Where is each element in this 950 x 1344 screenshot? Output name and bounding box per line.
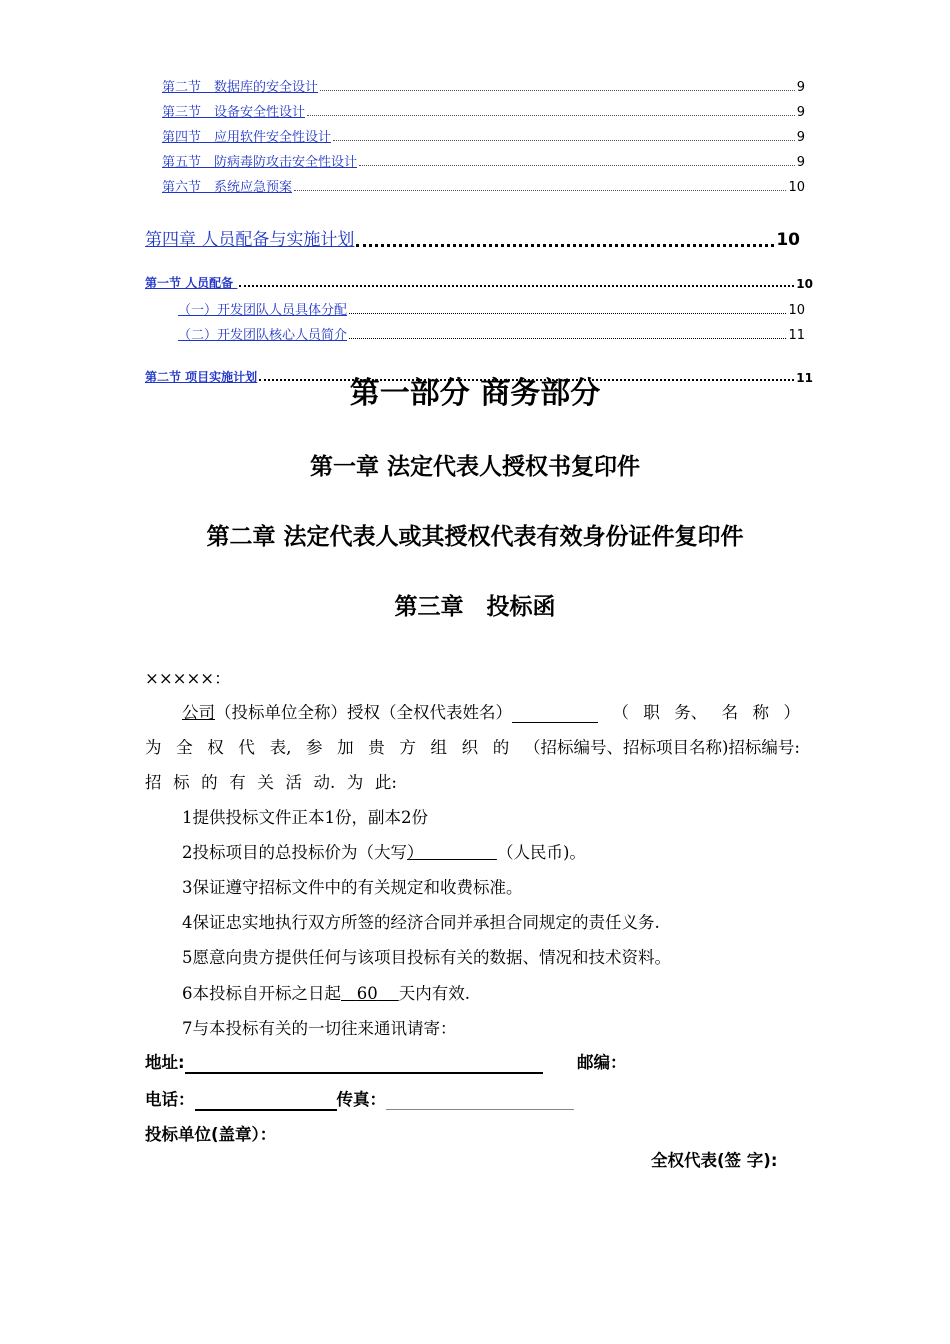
letter-text: 贵 [368,738,385,757]
toc-entry[interactable] [178,299,805,318]
toc-entry[interactable] [145,274,813,291]
fax-label: 传真： [336,1090,386,1109]
toc-page-number: 10 [788,303,805,318]
commitment-item [182,839,586,863]
validity-days-field[interactable]: 60 [356,984,378,1003]
letter-text: 的 [492,738,510,757]
toc-entry[interactable] [162,176,805,195]
letter-text: 活 [285,773,302,792]
toc-page-number: 10 [796,277,813,291]
letter-line [145,769,397,793]
phone-fax-row [145,1086,574,1111]
representative-name-blank[interactable] [512,703,598,723]
toc-leader [349,338,786,339]
toc-page-number: 9 [796,80,805,95]
letter-text: 方 [399,738,416,757]
letter-text: 务、 [674,703,708,722]
toc-entry[interactable] [162,76,805,95]
letter-text: 此: [374,773,397,792]
chapter-heading: 第三章 投标函 [394,594,556,620]
letter-text: 有 [229,773,246,792]
toc-leader [320,90,795,91]
part-title: 第一部分 商务部分 [349,376,601,411]
letter-text: 为 [145,738,162,757]
toc-leader [239,285,794,287]
toc-entry[interactable] [162,151,805,170]
commitment-item [182,980,470,1004]
phone-field[interactable] [195,1090,337,1111]
toc-entry[interactable] [178,324,805,343]
letter-text: （招标编号、招标项目名称)招标编号: [523,738,800,757]
letter-text: （投标单位全称）授权（全权代表姓名） [215,703,512,722]
letter-text: 6本投标自开标之日起 [182,984,341,1003]
letter-text: （ [612,703,629,722]
toc-leader [307,115,795,116]
letter-text: 天内有效. [398,984,470,1003]
letter-text: ） [783,703,800,722]
toc-link[interactable]: （一）开发团队人员具体分配 [178,303,348,318]
toc-page-number: 9 [796,105,805,120]
toc-leader [333,140,795,141]
commitment-item: 5愿意向贵方提供任何与该项目投标有关的数据、情况和技术资料。 [182,948,671,967]
toc-page-number: 9 [796,130,805,145]
signature-label: 全权代表(签 字): [651,1151,778,1170]
toc-link[interactable]: 第六节 系统应急预案 [162,180,293,195]
letter-text: 全 [176,738,193,757]
letter-text: 动. [313,773,336,792]
fax-field[interactable] [386,1090,574,1110]
chapter-heading: 第二章 法定代表人或其授权代表有效身份证件复印件 [206,524,744,550]
address-row [145,1049,543,1074]
letter-text: 的 [201,773,218,792]
letter-line [145,734,800,758]
toc-chapter-link[interactable]: 第四章 人员配备与实施计划 [145,230,355,250]
letter-text: 组 [430,738,448,757]
toc-chapter-entry[interactable] [145,225,800,250]
toc-leader [359,165,795,166]
commitment-item: 4保证忠实地执行双方所签的经济合同并承担合同规定的责任义务. [182,913,660,932]
chapter-heading: 第一章 法定代表人授权书复印件 [309,454,640,480]
letter-text: 权 [207,738,224,757]
toc-link[interactable]: （二）开发团队核心人员简介 [178,328,348,343]
address-field[interactable] [185,1053,543,1074]
toc-page-number: 11 [788,328,805,343]
letter-text: 表, [269,738,292,757]
letter-text: 关 [257,773,274,792]
letter-text: 招 [145,773,162,792]
postcode-label: 邮编： [577,1053,627,1072]
letter-line [182,699,800,723]
phone-label: 电话： [145,1090,195,1109]
toc-leader [356,244,774,247]
toc-link[interactable]: 第五节 防病毒防攻击安全性设计 [162,155,358,170]
toc-link[interactable]: 第一节 人员配备 [145,276,238,290]
toc-page-number: 9 [796,155,805,170]
address-label: 地址: [145,1053,185,1072]
letter-text: 织 [461,738,479,757]
letter-text: （人民币)。 [496,843,586,862]
letter-text: 加 [337,738,354,757]
letter-text: 代 [238,738,255,757]
letter-text: 为 [346,773,364,792]
toc-page-number: 10 [788,180,805,195]
letter-text: 2投标项目的总投标价为（大写 [182,843,407,862]
bidder-seal-label: 投标单位(盖章）： [145,1125,277,1144]
commitment-item: 1提供投标文件正本1份，副本2份 [182,808,428,827]
company-text: 公司 [182,703,215,722]
total-price-field[interactable]: ） [407,843,424,862]
toc-link[interactable]: 第四节 应用软件安全性设计 [162,130,332,145]
commitment-item: 7与本投标有关的一切往来通讯请寄： [182,1019,457,1038]
toc-leader [294,190,786,191]
letter-text: 名 [721,703,739,722]
toc-leader [349,313,786,314]
toc-entry[interactable] [162,126,805,145]
letter-text: 参 [305,738,323,757]
commitment-item: 3保证遵守招标文件中的有关规定和收费标准。 [182,878,523,897]
toc-page-number: 11 [796,371,813,385]
toc-page-number: 10 [776,230,800,250]
letter-text: 标 [173,773,190,792]
toc-link[interactable]: 第二节 数据库的安全设计 [162,80,319,95]
toc-link[interactable]: 第三节 设备安全性设计 [162,105,306,120]
toc-entry[interactable] [162,101,805,120]
salutation: ×××××： [145,669,231,688]
letter-text: 职 [643,703,660,722]
letter-text: 称 [752,703,770,722]
toc-link[interactable]: 第二节 项目实施计划 [145,370,258,384]
